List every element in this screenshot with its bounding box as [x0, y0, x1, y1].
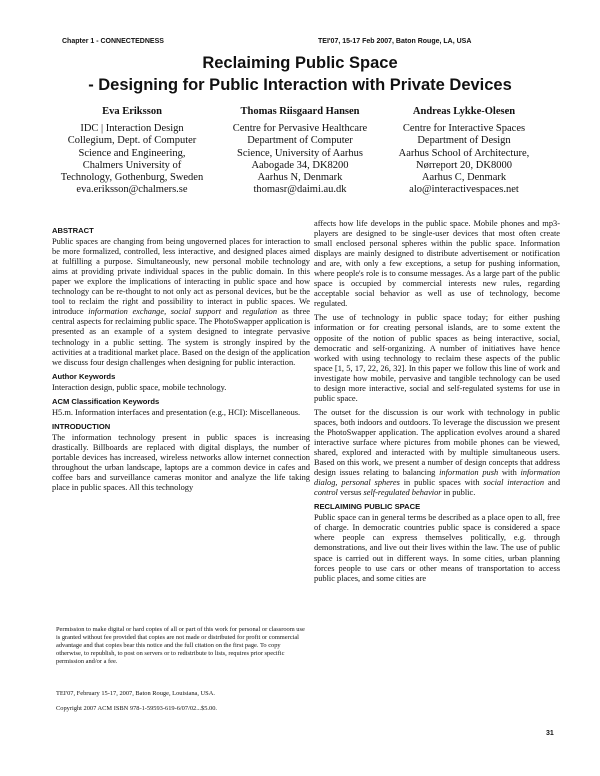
author-affiliation-line: Aabogade 34, DK8200 [251, 159, 349, 171]
abstract-heading: ABSTRACT [52, 226, 94, 235]
author-affiliation-line: Department of Design [417, 135, 511, 147]
copyright-note: Copyright 2007 ACM ISBN 978-1-59593-619-6/07/02...$5.00. [56, 705, 218, 712]
author-block-eriksson [46, 106, 218, 196]
author-affiliation-line: Technology, Gothenburg, Sweden [60, 172, 204, 184]
running-header-left: Chapter 1 - CONNECTEDNESS [62, 38, 164, 45]
acm-classification-heading: ACM Classification Keywords [52, 396, 160, 406]
author-block-hansen [214, 106, 386, 196]
author-affiliation-line: Centre for Pervasive Healthcare [232, 123, 368, 135]
author-email[interactable]: eva.eriksson@chalmers.se [76, 184, 188, 196]
author-affiliation-line: Aarhus N, Denmark [257, 172, 343, 184]
venue-note: TEI'07, February 15-17, 2007, Baton Rouge, Louisiana, USA. [56, 690, 215, 697]
author-keywords-heading: Author Keywords [52, 371, 116, 381]
author-name: Andreas Lykke-Olesen [412, 106, 516, 117]
author-affiliation-line: Centre for Interactive Spaces [402, 123, 526, 135]
introduction-paragraph: The information technology present in public spaces is increasing drastically. Billboards are replaced with digital displays, the number of portable devices has increased, wireless networks allow internet connection throughout the urban landscape, laptops are a common device in cafes and coffee bars and surveillance cameras monitor and analyze the life taking place in public spaces. All this technology [52, 432, 310, 493]
left-column [52, 226, 310, 497]
author-affiliation-line: Collegium, Dept. of Computer [67, 135, 197, 147]
body-paragraph: affects how life develops in the public space. Mobile phones and mp3-players are designed to be single-user devices that most often create small enclosed personal spheres within the public space. Information displays are mainly designed to distribute advertisement or notification and are, with only a few exceptions, a setup for pushing information, where people's role is to consume messages. As a large part of the public space is occupied by commercial interests new rules, regarding acceptable social behavior as well as use of technology, become regulated. [314, 219, 560, 309]
author-affiliation-line: IDC | Interaction Design [80, 123, 184, 135]
body-paragraph: Public space can in general terms be described as a place open to all, free of charge. In democratic countries public space is considered a space where people can express themselves politically, e.g. through demonstrations, and live out their lives within the law. The use of public space is carried out in different ways. In some cities, urban planning forces people to use cars or other means of transportation to access public places, and some cities are [314, 513, 560, 583]
author-name: Thomas Riisgaard Hansen [240, 106, 360, 117]
author-email[interactable]: alo@interactivespaces.net [409, 184, 519, 196]
body-paragraph: The use of technology in public space today; for either pushing information or for creating personal islands, are to some extent the opposite of the notion of public spaces as being interactive, social, democratic and self-organizing. A number of initiatives have hence worked with using technology to reclaim these aspects of the public space [1, 5, 17, 22, 26, 32]. In this paper we follow this line of work and investigate how mobile, pervasive and tangible technology can be used to design more interactive, social and self-regulated systems for use in public space. [314, 313, 560, 403]
author-affiliation-line: Nørreport 20, DK8000 [416, 159, 512, 171]
author-email[interactable]: thomasr@daimi.au.dk [253, 184, 347, 196]
author-affiliation-line: Department of Computer [247, 135, 353, 147]
right-column [314, 219, 560, 588]
author-name: Eva Eriksson [102, 106, 162, 117]
author-keywords-text: Interaction design, public space, mobile technology. [52, 382, 227, 392]
introduction-heading: INTRODUCTION [52, 421, 111, 431]
author-affiliation-line: Aarhus C, Denmark [421, 172, 507, 184]
body-paragraph: The outset for the discussion is our work with technology in public spaces, both indoors and outdoors. To leverage the discussion we present the PhotoSwapper application. The application evolves around a shared interactive surface where pictures from mobile phones can be viewed, shared, explored and interacted with by multiple simultaneous users. Based on this work, we present a number of design concepts that address design issues relating to balancing information push with information dialog, personal spheres in public spaces with social interaction and control versus self-regulated behavior in public. [314, 407, 561, 498]
author-block-lykke-olesen [378, 106, 550, 196]
author-affiliation-line: Chalmers University of [82, 159, 182, 171]
author-affiliation-line: Aarhus School of Architecture, [398, 147, 530, 159]
paper-title-line-2: - Designing for Public Interaction with Private Devices [88, 76, 512, 94]
page-number: 31 [546, 730, 554, 737]
acm-classification-text: H5.m. Information interfaces and presentation (e.g., HCI): Miscellaneous. [52, 407, 301, 417]
author-affiliation-line: Science and Engineering, [78, 147, 186, 159]
author-affiliation-line: Science, University of Aarhus [237, 147, 363, 159]
reclaiming-public-space-heading: RECLAIMING PUBLIC SPACE [314, 502, 421, 512]
permission-notice: Permission to make digital or hard copies of all or part of this work for personal or classroom use is granted without fee provided that copies are not made or distributed for profit or commercial advantage and that copies bear this notice and the full citation on the first page. To copy otherwise, to republish, to post on servers or to redistribute to lists, requires prior specific permission and/or a fee. [56, 626, 305, 665]
running-header-right: TEI'07, 15-17 Feb 2007, Baton Rouge, LA, USA [318, 38, 472, 45]
abstract-paragraph: Public spaces are changing from being ungoverned places for interaction to be more formalized, controlled, less interactive, and designed places aimed at fulfilling a purpose. Simultaneously, new personal mobile technology aims at providing private individual spaces in the public domain. In this paper we explore the implications of interacting in public space and how technology can be re-thought to not only act as personal devices, but be the tool to reclaim the right and possibility to interact in public spaces. We introduce information exchange, social support and regulation as three central aspects for reclaiming public space. The PhotoSwapper application is presented as an example of a system designed to integrate pervasive technology in a public setting. The system is strongly inspired by the activities at a traditional market place. Based on the design of the application we discuss four design challenges when designing for public interaction. [52, 237, 310, 367]
paper-title-line-1: Reclaiming Public Space [202, 54, 398, 72]
